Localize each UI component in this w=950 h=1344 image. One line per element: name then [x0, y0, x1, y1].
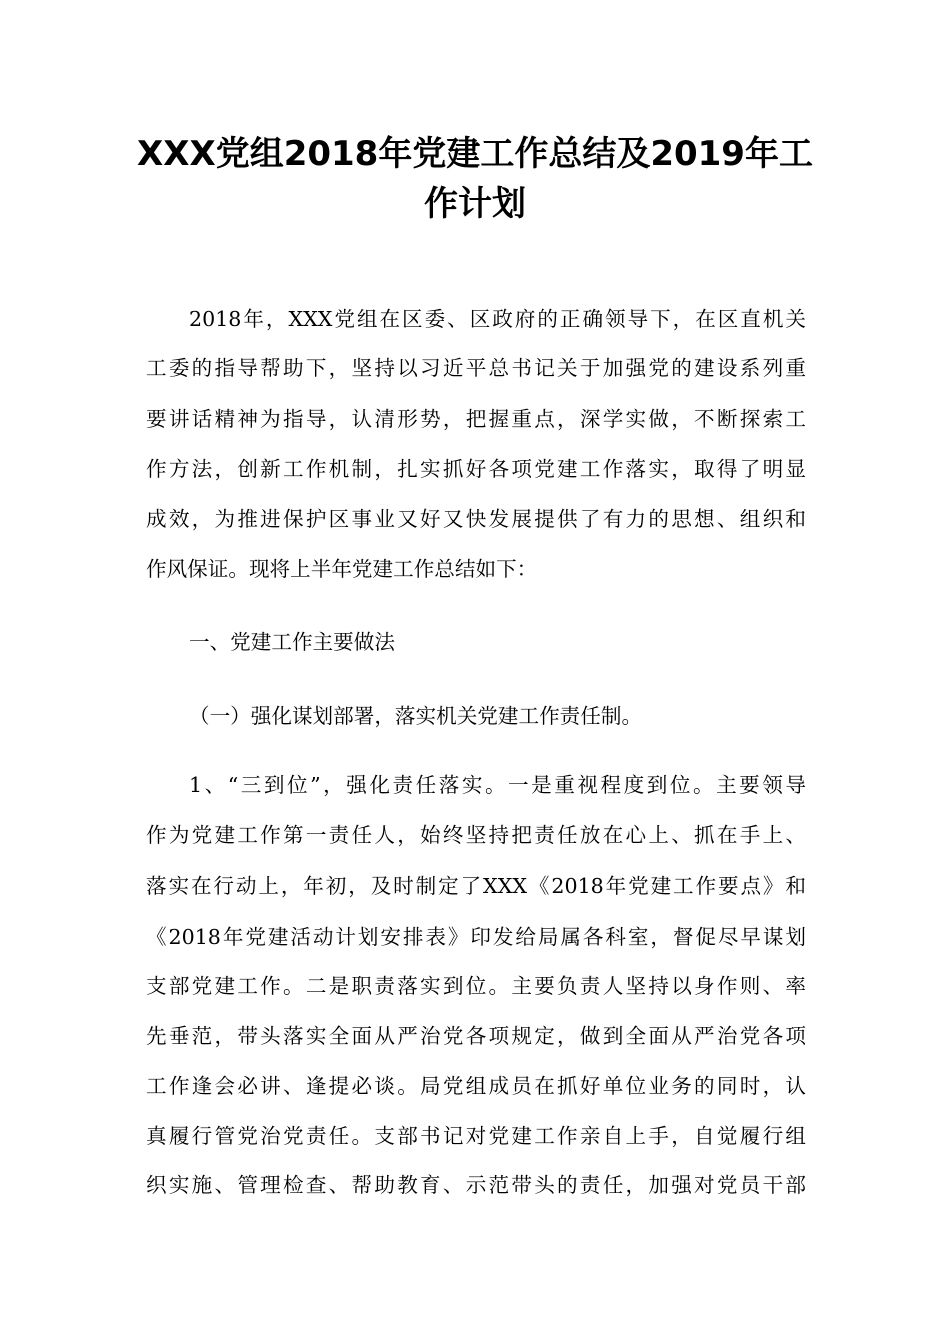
paragraph-line: 要讲话精神为指导，认清形势，把握重点，深学实做，不断探索工 [146, 407, 806, 431]
paragraph-line: 《2018年党建活动计划安排表》印发给局属各科室，督促尽早谋划 [146, 925, 806, 949]
section-heading: 一、党建工作主要做法 [189, 630, 395, 654]
paragraph-line: 先垂范，带头落实全面从严治党各项规定，做到全面从严治党各项 [146, 1024, 806, 1048]
subsection-heading: （一）强化谋划部署，落实机关党建工作责任制。 [189, 704, 643, 728]
paragraph-line: 2018年，XXX党组在区委、区政府的正确领导下，在区直机关 [189, 307, 806, 331]
document-title-line-1: XXX党组2018年党建工作总结及2019年工 [137, 134, 813, 174]
paragraph-line: 作为党建工作第一责任人，始终坚持把责任放在心上、抓在手上、 [146, 823, 806, 847]
paragraph-line: 成效，为推进保护区事业又好又快发展提供了有力的思想、组织和 [146, 507, 806, 531]
paragraph-line: 支部党建工作。二是职责落实到位。主要负责人坚持以身作则、率 [146, 974, 806, 998]
paragraph-line: 工委的指导帮助下，坚持以习近平总书记关于加强党的建设系列重 [146, 356, 806, 380]
paragraph-line: 作风保证。现将上半年党建工作总结如下： [146, 557, 538, 581]
paragraph-line: 工作逢会必讲、逢提必谈。局党组成员在抓好单位业务的同时，认 [146, 1074, 806, 1098]
document-title-line-2: 作计划 [424, 184, 526, 224]
paragraph-line: 落实在行动上，年初，及时制定了XXX《2018年党建工作要点》和 [146, 874, 806, 898]
paragraph-line: 1、“三到位”，强化责任落实。一是重视程度到位。主要领导 [189, 773, 806, 797]
paragraph-line: 真履行管党治党责任。支部书记对党建工作亲自上手，自觉履行组 [146, 1124, 806, 1148]
paragraph-line: 作方法，创新工作机制，扎实抓好各项党建工作落实，取得了明显 [146, 457, 806, 481]
paragraph-line: 织实施、管理检查、帮助教育、示范带头的责任，加强对党员干部 [146, 1173, 806, 1197]
